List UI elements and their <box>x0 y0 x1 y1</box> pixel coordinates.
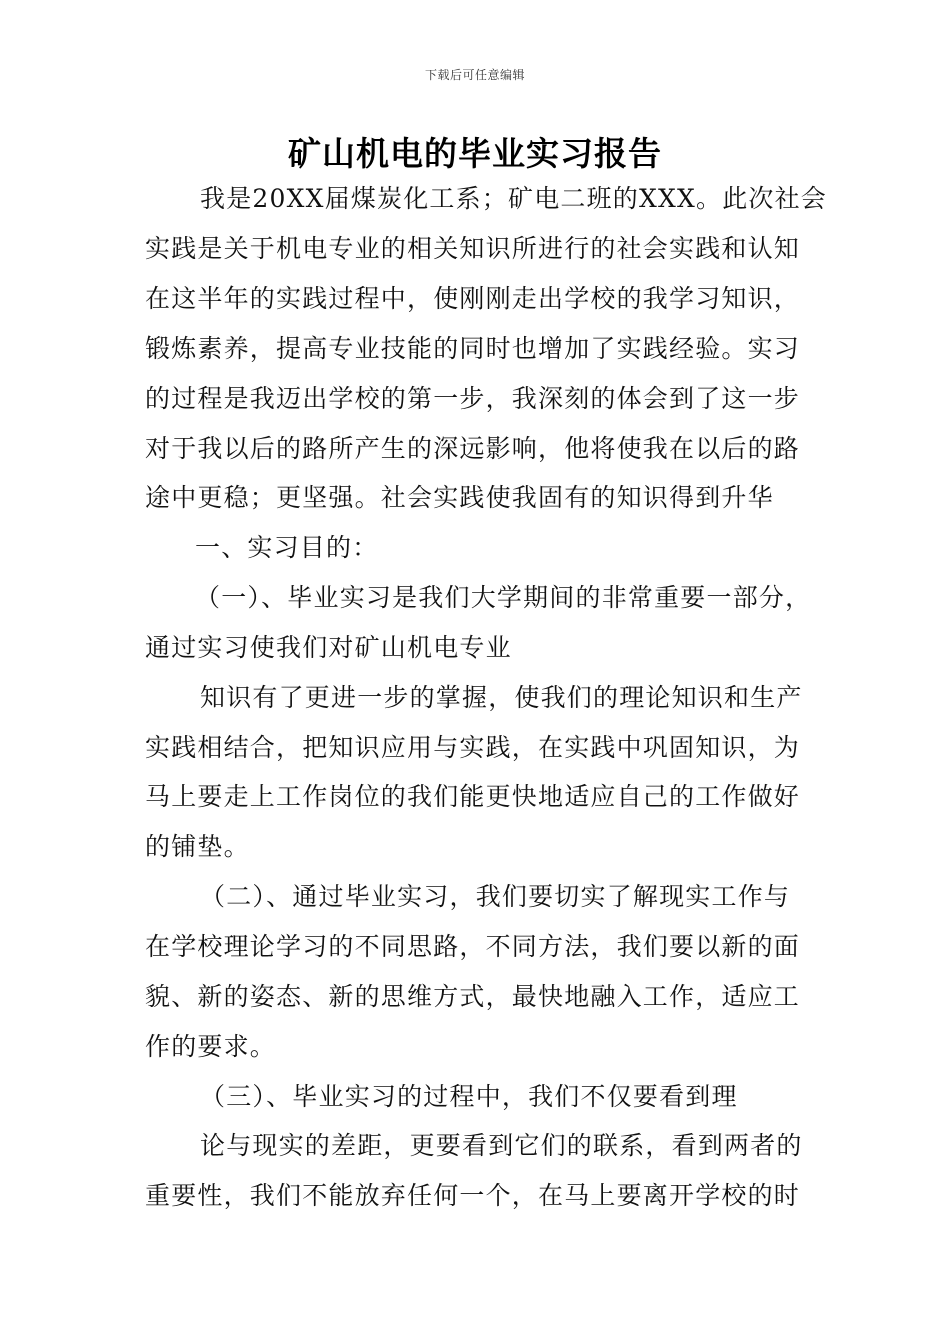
paragraph-line: 貌、新的姿态、新的思维方式，最快地融入工作，适应工 <box>145 982 801 1011</box>
paragraph-line: （三）、毕业实习的过程中，我们不仅要看到理 <box>200 1082 738 1111</box>
paragraph-line: 对于我以后的路所产生的深远影响，他将使我在以后的路 <box>145 434 801 463</box>
paragraph-line: 论与现实的差距，更要看到它们的联系，看到两者的 <box>200 1131 803 1160</box>
paragraph-line: 途中更稳；更坚强。社会实践使我固有的知识得到升华 <box>145 483 774 512</box>
paragraph-line: 重要性，我们不能放弃任何一个，在马上要离开学校的时 <box>145 1181 801 1210</box>
paragraph-line: 作的要求。 <box>145 1032 277 1061</box>
paragraph-line: 的过程是我迈出学校的第一步，我深刻的体会到了这一步 <box>145 384 801 413</box>
paragraph-line: 的铺垫。 <box>145 832 250 861</box>
paragraph-line: 实践相结合，把知识应用与实践，在实践中巩固知识，为 <box>145 733 801 762</box>
paragraph-line: 在这半年的实践过程中，使刚刚走出学校的我学习知识， <box>145 284 801 313</box>
paragraph-line: 实践是关于机电专业的相关知识所进行的社会实践和认知 <box>145 234 801 263</box>
paragraph-line: 锻炼素养，提高专业技能的同时也增加了实践经验。实习 <box>145 334 801 363</box>
paragraph-line: 通过实习使我们对矿山机电专业 <box>145 633 512 662</box>
paragraph-line: 在学校理论学习的不同思路，不同方法，我们要以新的面 <box>145 932 801 961</box>
paragraph-line: （一）、毕业实习是我们大学期间的非常重要一部分， <box>195 583 812 612</box>
header-note: 下载后可任意编辑 <box>424 68 525 82</box>
page-title: 矿山机电的毕业实习报告 <box>288 134 662 173</box>
paragraph-line: （二）、通过毕业实习，我们要切实了解现实工作与 <box>200 882 791 911</box>
paragraph-line: 我是20XX届煤炭化工系；矿电二班的XXX。此次社会 <box>200 184 828 213</box>
section-heading: 一、实习目的： <box>195 533 379 562</box>
paragraph-line: 知识有了更进一步的掌握，使我们的理论知识和生产 <box>200 683 803 712</box>
paragraph-line: 马上要走上工作岗位的我们能更快地适应自己的工作做好 <box>145 782 801 811</box>
